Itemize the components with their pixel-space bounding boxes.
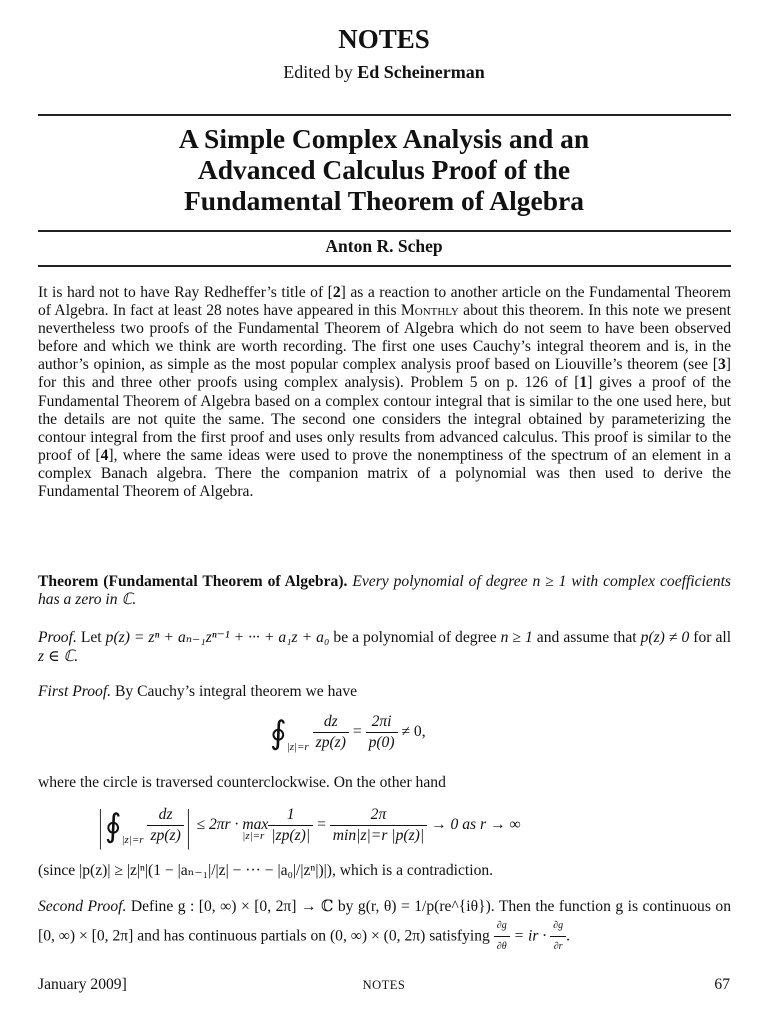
abs-bar-right: | [186, 801, 190, 850]
fraction-dz [147, 806, 183, 845]
frac-den: ∂r [553, 941, 563, 952]
proof-text-c: and assume that [536, 629, 637, 646]
proof-text-b: be a polynomial of degree [333, 629, 497, 646]
top-rule [38, 114, 731, 116]
title-line-1: A Simple Complex Analysis and an [178, 123, 590, 154]
after-eq1: where the circle is traversed counterclockwise. On the other hand [38, 774, 446, 791]
eq1-tail: ≠ 0, [401, 723, 426, 741]
intro-text-1: It is hard not to have Ray Redheffer’s title of [ [38, 284, 333, 301]
second-line-1: Define g : [0, ∞) × [0, 2π] → ℂ by g(r, θ) = 1/p(re^{iθ}). Then the [130, 898, 555, 915]
integral-subscript: |z|=r [286, 741, 309, 754]
equals: = [317, 816, 326, 834]
degree: n ≥ 1 [500, 629, 533, 646]
intro-text-2: ] as a reaction to another article on the Fundamental Theorem of Algebra. In fact at least 28 notes have appeared in this [38, 284, 731, 320]
second-proof [38, 898, 731, 957]
fraction-one [268, 806, 313, 845]
frac-den: |zp(z)| [271, 827, 311, 844]
second-line-3a: (0, 2π) satisfying [383, 927, 490, 945]
edited-prefix: Edited by [283, 62, 353, 82]
footer-section: NOTES [362, 978, 406, 992]
intro-text-4: ] for this and three other proofs using complex analysis). Problem 5 on p. 126 of [ [38, 356, 731, 392]
frac-num: 1 [268, 806, 313, 826]
frac-num: ∂g [550, 917, 566, 938]
forall: z ∈ ℂ. [38, 648, 79, 665]
frac-den: zp(z) [150, 827, 181, 844]
intro-text-5: ] gives a proof of the Fundamental Theorem of Algebra based on a complex contour integral that is similar to the one used here, but the details are not quite the same. The second one considers the integral obtained by parameterizing the contour integral from the first proof and uses only results from advanced calculus. This proof is similar to the proof of [ [38, 374, 732, 464]
theorem-label: Theorem (Fundamental Theorem of Algebra). [38, 573, 348, 590]
second-proof-label: Second Proof. [38, 898, 127, 915]
fraction-dz [313, 713, 349, 752]
title-line-2: Advanced Calculus Proof of the [197, 154, 571, 185]
title-rule [38, 230, 731, 232]
equals: = [352, 723, 362, 741]
proof-label: Proof. [38, 629, 77, 646]
proof-text-a: Let [80, 629, 102, 646]
ref-1[interactable]: 1 [579, 374, 588, 392]
theorem [38, 573, 731, 609]
bound: ≤ 2πr · max [196, 816, 269, 834]
equation-2 [96, 800, 521, 851]
author: Anton R. Schep [325, 236, 443, 256]
ref-3[interactable]: 3 [718, 356, 726, 374]
article-title [0, 123, 768, 216]
footer-date: January 2009] [38, 976, 127, 993]
author-rule [38, 265, 731, 267]
since-clause: (since |p(z)| ≥ |z|ⁿ|(1 − |aₙ₋₁|/|z| − ··· − |a₀|/|zⁿ|)|), which is a contradiction. [38, 862, 494, 879]
theorem-statement: Every polynomial of degree n ≥ 1 with complex coefficients has a zero in ℂ. [38, 573, 731, 609]
frac-num: dz [313, 713, 349, 733]
frac-num: ∂g [494, 917, 510, 938]
frac-den: zp(z) [315, 734, 346, 751]
intro-text-6: ], where the same ideas were used to prove the nonemptiness of the spectrum of an element in a complex Banach algebra. There the companion matrix of a polynomial was then used to derive the Fundamental Theorem of Algebra. [38, 446, 731, 501]
contour-integral-icon: ∮ [104, 807, 122, 844]
abs-bar-left: | [98, 801, 103, 850]
proof-intro [38, 628, 731, 666]
ref-4[interactable]: 4 [100, 446, 109, 464]
intro-text-3: about this theorem. In this note we present nevertheless two proofs of the Fundamental Theorem of Algebra which do not seem to have been observed before and which we think are worth recording. The first one uses Cauchy’s integral theorem and is, in the author’s opinion, as simple as the most popular complex analysis proof based on Liouville’s theorem (see [ [38, 302, 732, 374]
fraction-2pii [366, 713, 398, 752]
eq-mid: = ir · [513, 927, 547, 945]
integral-subscript: |z|=r [121, 834, 144, 847]
first-proof-label: First Proof. [38, 683, 112, 700]
frac-den: p(0) [368, 734, 395, 751]
frac-den: ∂θ [496, 941, 507, 952]
monthly: Monthly [400, 302, 459, 320]
proof-text-d: for all [693, 629, 732, 646]
ref-2[interactable]: 2 [332, 284, 341, 301]
editor-line [0, 62, 768, 83]
first-proof-intro [38, 683, 731, 701]
assumption: p(z) ≠ 0 [640, 629, 690, 646]
frac-num: 2π [330, 806, 427, 826]
first-proof-text: By Cauchy’s integral theorem we have [114, 683, 358, 700]
editor-name: Ed Scheinerman [357, 62, 485, 82]
frac-den: min|z|=r |p(z)| [332, 827, 425, 844]
contour-integral-icon: ∮ [270, 714, 287, 751]
partial-theta [494, 917, 510, 957]
max-subscript: |z|=r [242, 830, 265, 843]
partial-r [550, 917, 566, 957]
equation-1 [270, 713, 426, 752]
intro-paragraph [38, 284, 731, 501]
second-line-2: function g is continuous on [0, ∞) × [0, 2π] and has continuous partials on (0, ∞) × [38, 898, 731, 945]
title-line-3: Fundamental Theorem of Algebra [183, 185, 585, 216]
eq2-tail: → 0 as r → ∞ [431, 816, 521, 834]
period: . [566, 927, 570, 945]
page-number: 67 [714, 976, 730, 993]
section-title: NOTES [338, 24, 430, 54]
fraction-2pi [330, 806, 427, 845]
polynomial: p(z) = zⁿ + aₙ₋₁zⁿ⁻¹ + ··· + a₁z + a₀ [105, 629, 330, 646]
frac-num: dz [147, 806, 183, 826]
frac-num: 2πi [366, 713, 398, 733]
